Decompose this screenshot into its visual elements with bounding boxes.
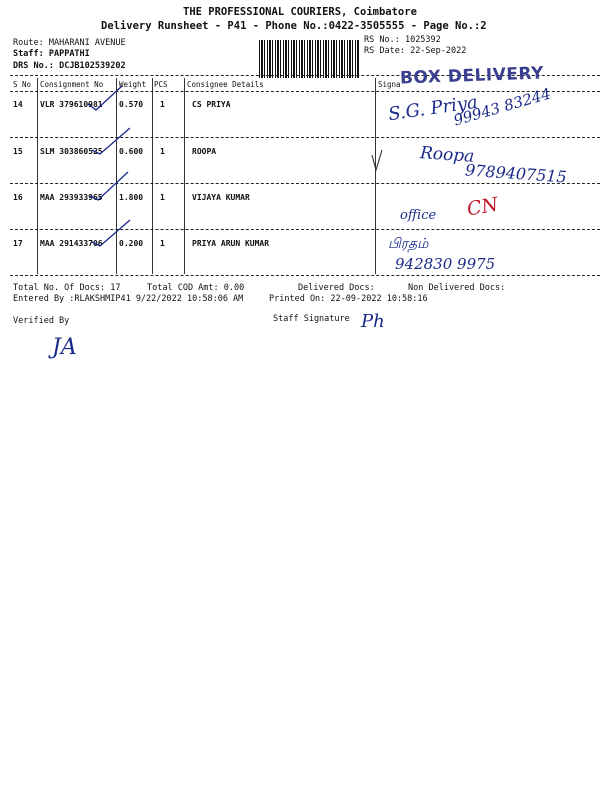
row-weight: 0.200 <box>119 239 144 248</box>
col-consignee: Consignee Details <box>187 80 264 89</box>
row-consignment: SLM 303860525 <box>40 147 103 156</box>
row-consignee: ROOPA <box>192 147 217 156</box>
delivered-docs: Delivered Docs: <box>298 283 375 293</box>
col-sep <box>184 78 185 274</box>
rs-date-label: RS Date: <box>364 46 405 56</box>
row-consignee: VIJAYA KUMAR <box>192 193 250 202</box>
row-sno: 15 <box>13 147 23 156</box>
col-sep <box>37 78 38 274</box>
row-pcs: 1 <box>160 147 165 156</box>
verified-signature: JA <box>52 335 77 360</box>
non-delivered-docs: Non Delivered Docs: <box>408 283 506 293</box>
row-weight: 1.800 <box>119 193 144 202</box>
row-consignment: VLR 379610981 <box>40 100 103 109</box>
rs-no-value: 1025392 <box>404 35 441 45</box>
col-signature: Signa <box>378 80 401 89</box>
handwritten-name: office <box>400 208 437 223</box>
col-sep <box>375 78 376 274</box>
col-weight: Weight <box>119 80 147 89</box>
runsheet-title: Delivery Runsheet - P41 - Phone No.:0422-3505555 - Page No.:2 <box>101 20 487 32</box>
drs-label: DRS No.: <box>13 61 54 71</box>
staff-signature: Ph <box>361 311 385 332</box>
rs-no-line <box>364 35 441 45</box>
route-value: MAHARANI AVENUE <box>48 38 126 48</box>
box-delivery-stamp: BOX DELIVERY <box>399 63 545 89</box>
staff-line <box>13 49 90 59</box>
row-consignment: MAA 293933965 <box>40 193 103 202</box>
row-sno: 14 <box>13 100 23 109</box>
col-sno: S No <box>13 80 32 89</box>
row-consignee: CS PRIYA <box>192 100 231 109</box>
row-consignment: MAA 291433706 <box>40 239 103 248</box>
row-weight: 0.570 <box>119 100 144 109</box>
drs-line <box>13 61 126 71</box>
rs-no-label: RS No.: <box>364 35 400 45</box>
staff-value: PAPPATHI <box>48 49 90 59</box>
total-docs: Total No. Of Docs: 17 <box>13 283 121 293</box>
handwritten-phone: 942830 9975 <box>395 255 496 273</box>
row-pcs: 1 <box>160 100 165 109</box>
col-pcs: PCS <box>154 80 168 89</box>
col-consignment: Consignment No <box>40 80 104 89</box>
tick-mark-icon <box>372 150 382 170</box>
col-sep <box>152 78 153 274</box>
verified-by-label: Verified By <box>13 316 70 326</box>
handwritten-name: பிரதம் <box>388 236 429 252</box>
staff-label: Staff: <box>13 49 44 59</box>
company-title: THE PROFESSIONAL COURIERS, Coimbatore <box>183 6 417 18</box>
row-pcs: 1 <box>160 239 165 248</box>
entered-by: Entered By :RLAKSHMIP41 9/22/2022 10:58:06 AM <box>13 294 244 304</box>
handwritten-name: S.G. Priya <box>386 91 479 126</box>
drs-value: DCJB102539202 <box>59 61 126 71</box>
col-sep <box>116 78 117 274</box>
row-sno: 16 <box>13 193 23 202</box>
handwritten-phone: 9789407515 <box>464 160 568 187</box>
header-bottom-rule <box>10 91 600 92</box>
printed-on: Printed On: 22-09-2022 10:58:16 <box>269 294 428 304</box>
rs-date-line <box>364 46 466 56</box>
handwritten-note: CN <box>465 193 500 221</box>
route-line <box>13 38 126 48</box>
table-bottom-rule <box>10 275 600 276</box>
total-cod: Total COD Amt: 0.00 <box>147 283 245 293</box>
row-pcs: 1 <box>160 193 165 202</box>
row-sno: 17 <box>13 239 23 248</box>
handwritten-name: Roopa <box>419 143 475 167</box>
route-label: Route: <box>13 38 44 48</box>
row-weight: 0.600 <box>119 147 144 156</box>
handwritten-phone: 99943 83244 <box>451 84 553 130</box>
row-rule <box>10 137 600 138</box>
row-rule <box>10 229 600 230</box>
row-consignee: PRIYA ARUN KUMAR <box>192 239 270 248</box>
barcode <box>259 40 359 78</box>
row-rule <box>10 183 600 184</box>
rs-date-value: 22-Sep-2022 <box>410 46 467 56</box>
staff-signature-label: Staff Signature <box>273 314 350 324</box>
